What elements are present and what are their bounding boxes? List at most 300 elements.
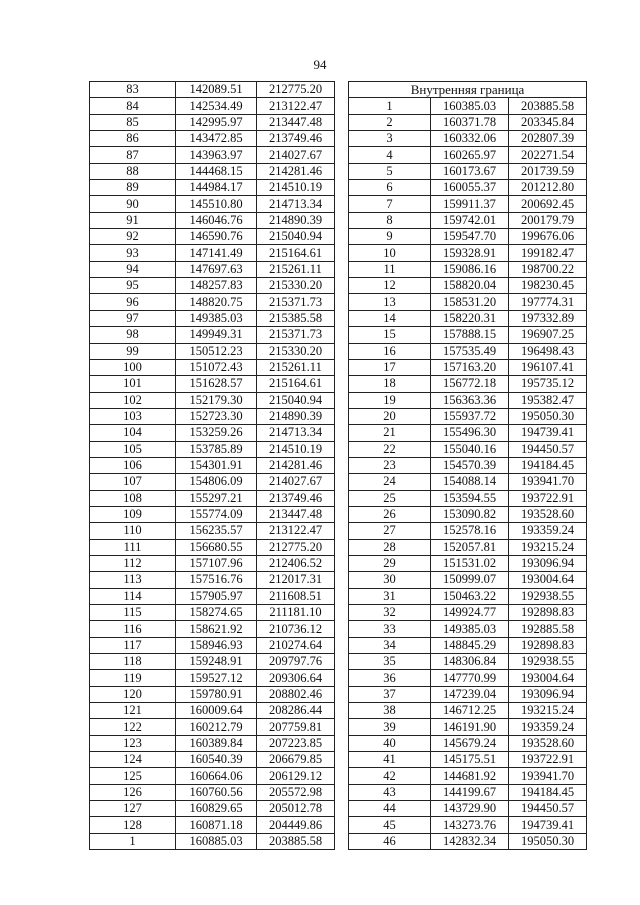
y-coordinate-cell: 214890.39 <box>257 212 335 228</box>
table-row <box>90 327 335 343</box>
table-row <box>90 801 335 817</box>
table-row <box>90 147 335 163</box>
point-number-cell: 31 <box>349 588 431 604</box>
y-coordinate-cell: 211608.51 <box>257 588 335 604</box>
x-coordinate-cell: 155297.21 <box>176 490 257 506</box>
y-coordinate-cell: 213749.46 <box>257 490 335 506</box>
y-coordinate-cell: 207759.81 <box>257 719 335 735</box>
point-number-cell: 115 <box>90 605 176 621</box>
x-coordinate-cell: 142832.34 <box>431 833 509 849</box>
table-row <box>90 392 335 408</box>
table-row <box>90 261 335 277</box>
y-coordinate-cell: 215040.94 <box>257 392 335 408</box>
table-row <box>349 376 587 392</box>
y-coordinate-cell: 203885.58 <box>509 98 587 114</box>
y-coordinate-cell: 207223.85 <box>257 735 335 751</box>
table-row <box>90 229 335 245</box>
y-coordinate-cell: 212775.20 <box>257 82 335 98</box>
table-row <box>90 212 335 228</box>
point-number-cell: 124 <box>90 752 176 768</box>
table-row <box>349 278 587 294</box>
table-row <box>349 245 587 261</box>
point-number-cell: 5 <box>349 163 431 179</box>
point-number-cell: 102 <box>90 392 176 408</box>
point-number-cell: 38 <box>349 703 431 719</box>
y-coordinate-cell: 194739.41 <box>509 817 587 833</box>
point-number-cell: 94 <box>90 261 176 277</box>
y-coordinate-cell: 194450.57 <box>509 801 587 817</box>
table-row <box>90 343 335 359</box>
y-coordinate-cell: 193004.64 <box>509 670 587 686</box>
x-coordinate-cell: 153090.82 <box>431 506 509 522</box>
x-coordinate-cell: 143729.90 <box>431 801 509 817</box>
table-row <box>90 588 335 604</box>
y-coordinate-cell: 198230.45 <box>509 278 587 294</box>
point-number-cell: 11 <box>349 261 431 277</box>
table-row <box>349 703 587 719</box>
point-number-cell: 107 <box>90 474 176 490</box>
y-coordinate-cell: 193722.91 <box>509 490 587 506</box>
y-coordinate-cell: 205572.98 <box>257 784 335 800</box>
point-number-cell: 113 <box>90 572 176 588</box>
table-row <box>90 82 335 98</box>
page-number: 94 <box>313 57 327 72</box>
x-coordinate-cell: 157107.96 <box>176 555 257 571</box>
x-coordinate-cell: 154806.09 <box>176 474 257 490</box>
y-coordinate-cell: 209797.76 <box>257 654 335 670</box>
x-coordinate-cell: 144681.92 <box>431 768 509 784</box>
table-row <box>90 621 335 637</box>
table-row <box>349 392 587 408</box>
y-coordinate-cell: 201739.59 <box>509 163 587 179</box>
y-coordinate-cell: 195050.30 <box>509 833 587 849</box>
point-number-cell: 128 <box>90 817 176 833</box>
x-coordinate-cell: 148257.83 <box>176 278 257 294</box>
x-coordinate-cell: 155774.09 <box>176 506 257 522</box>
y-coordinate-cell: 194739.41 <box>509 425 587 441</box>
y-coordinate-cell: 205012.78 <box>257 801 335 817</box>
point-number-cell: 43 <box>349 784 431 800</box>
y-coordinate-cell: 209306.64 <box>257 670 335 686</box>
y-coordinate-cell: 214510.19 <box>257 441 335 457</box>
point-number-cell: 83 <box>90 82 176 98</box>
point-number-cell: 88 <box>90 163 176 179</box>
table-row <box>90 278 335 294</box>
point-number-cell: 22 <box>349 441 431 457</box>
x-coordinate-cell: 149385.03 <box>431 621 509 637</box>
x-coordinate-cell: 160829.65 <box>176 801 257 817</box>
x-coordinate-cell: 152179.30 <box>176 392 257 408</box>
table-row <box>90 310 335 326</box>
x-coordinate-cell: 143963.97 <box>176 147 257 163</box>
point-number-cell: 44 <box>349 801 431 817</box>
table-row <box>349 425 587 441</box>
x-coordinate-cell: 160871.18 <box>176 817 257 833</box>
table-row <box>349 131 587 147</box>
point-number-cell: 15 <box>349 327 431 343</box>
x-coordinate-cell: 158274.65 <box>176 605 257 621</box>
table-row <box>90 98 335 114</box>
y-coordinate-cell: 215330.20 <box>257 278 335 294</box>
point-number-cell: 103 <box>90 408 176 424</box>
table-header: Внутренняя граница <box>349 82 587 98</box>
table-row <box>90 833 335 849</box>
table-row <box>349 98 587 114</box>
x-coordinate-cell: 156680.55 <box>176 539 257 555</box>
table-row <box>90 817 335 833</box>
point-number-cell: 25 <box>349 490 431 506</box>
table-row <box>90 131 335 147</box>
x-coordinate-cell: 143472.85 <box>176 131 257 147</box>
x-coordinate-cell: 159328.91 <box>431 245 509 261</box>
point-number-cell: 7 <box>349 196 431 212</box>
x-coordinate-cell: 158820.04 <box>431 278 509 294</box>
y-coordinate-cell: 210736.12 <box>257 621 335 637</box>
y-coordinate-cell: 214510.19 <box>257 180 335 196</box>
y-coordinate-cell: 193359.24 <box>509 523 587 539</box>
y-coordinate-cell: 213749.46 <box>257 131 335 147</box>
y-coordinate-cell: 212406.52 <box>257 555 335 571</box>
table-row <box>349 474 587 490</box>
y-coordinate-cell: 208802.46 <box>257 686 335 702</box>
y-coordinate-cell: 192885.58 <box>509 621 587 637</box>
table-row <box>349 539 587 555</box>
table-row <box>349 801 587 817</box>
point-number-cell: 1 <box>349 98 431 114</box>
x-coordinate-cell: 152057.81 <box>431 539 509 555</box>
point-number-cell: 89 <box>90 180 176 196</box>
y-coordinate-cell: 214027.67 <box>257 147 335 163</box>
point-number-cell: 1 <box>90 833 176 849</box>
y-coordinate-cell: 192938.55 <box>509 588 587 604</box>
x-coordinate-cell: 153785.89 <box>176 441 257 457</box>
table-row <box>349 735 587 751</box>
table-row <box>349 572 587 588</box>
point-number-cell: 6 <box>349 180 431 196</box>
point-number-cell: 84 <box>90 98 176 114</box>
table-row <box>90 572 335 588</box>
table-row <box>349 310 587 326</box>
point-number-cell: 8 <box>349 212 431 228</box>
x-coordinate-cell: 142995.97 <box>176 114 257 130</box>
table-row <box>90 376 335 392</box>
table-row <box>90 474 335 490</box>
point-number-cell: 100 <box>90 359 176 375</box>
table-row <box>90 654 335 670</box>
y-coordinate-cell: 198700.22 <box>509 261 587 277</box>
y-coordinate-cell: 213122.47 <box>257 98 335 114</box>
x-coordinate-cell: 142534.49 <box>176 98 257 114</box>
point-number-cell: 121 <box>90 703 176 719</box>
table-row <box>349 506 587 522</box>
table-row <box>349 212 587 228</box>
x-coordinate-cell: 154570.39 <box>431 457 509 473</box>
y-coordinate-cell: 214713.34 <box>257 425 335 441</box>
point-number-cell: 118 <box>90 654 176 670</box>
table-row <box>349 196 587 212</box>
x-coordinate-cell: 149924.77 <box>431 605 509 621</box>
point-number-cell: 26 <box>349 506 431 522</box>
table-row <box>349 114 587 130</box>
table-row <box>349 229 587 245</box>
point-number-cell: 45 <box>349 817 431 833</box>
y-coordinate-cell: 214713.34 <box>257 196 335 212</box>
x-coordinate-cell: 156772.18 <box>431 376 509 392</box>
x-coordinate-cell: 158621.92 <box>176 621 257 637</box>
point-number-cell: 123 <box>90 735 176 751</box>
point-number-cell: 119 <box>90 670 176 686</box>
table-row <box>349 588 587 604</box>
y-coordinate-cell: 215371.73 <box>257 327 335 343</box>
table-row <box>349 523 587 539</box>
table-row <box>349 359 587 375</box>
y-coordinate-cell: 213122.47 <box>257 523 335 539</box>
table-row <box>349 147 587 163</box>
x-coordinate-cell: 159547.70 <box>431 229 509 245</box>
point-number-cell: 111 <box>90 539 176 555</box>
x-coordinate-cell: 144984.17 <box>176 180 257 196</box>
point-number-cell: 35 <box>349 654 431 670</box>
y-coordinate-cell: 203345.84 <box>509 114 587 130</box>
x-coordinate-cell: 160055.37 <box>431 180 509 196</box>
point-number-cell: 16 <box>349 343 431 359</box>
x-coordinate-cell: 155496.30 <box>431 425 509 441</box>
table-row <box>90 670 335 686</box>
point-number-cell: 98 <box>90 327 176 343</box>
y-coordinate-cell: 196498.43 <box>509 343 587 359</box>
x-coordinate-cell: 160265.97 <box>431 147 509 163</box>
table-row <box>349 833 587 849</box>
x-coordinate-cell: 160885.03 <box>176 833 257 849</box>
table-row <box>90 359 335 375</box>
x-coordinate-cell: 152578.16 <box>431 523 509 539</box>
y-coordinate-cell: 214281.46 <box>257 457 335 473</box>
point-number-cell: 4 <box>349 147 431 163</box>
point-number-cell: 34 <box>349 637 431 653</box>
x-coordinate-cell: 142089.51 <box>176 82 257 98</box>
y-coordinate-cell: 212017.31 <box>257 572 335 588</box>
y-coordinate-cell: 200179.79 <box>509 212 587 228</box>
point-number-cell: 19 <box>349 392 431 408</box>
y-coordinate-cell: 193722.91 <box>509 752 587 768</box>
y-coordinate-cell: 199676.06 <box>509 229 587 245</box>
point-number-cell: 12 <box>349 278 431 294</box>
point-number-cell: 46 <box>349 833 431 849</box>
y-coordinate-cell: 212775.20 <box>257 539 335 555</box>
x-coordinate-cell: 145175.51 <box>431 752 509 768</box>
point-number-cell: 14 <box>349 310 431 326</box>
y-coordinate-cell: 193096.94 <box>509 686 587 702</box>
point-number-cell: 36 <box>349 670 431 686</box>
y-coordinate-cell: 195382.47 <box>509 392 587 408</box>
point-number-cell: 97 <box>90 310 176 326</box>
y-coordinate-cell: 192898.83 <box>509 637 587 653</box>
table-row <box>90 245 335 261</box>
point-number-cell: 23 <box>349 457 431 473</box>
y-coordinate-cell: 192898.83 <box>509 605 587 621</box>
y-coordinate-cell: 211181.10 <box>257 605 335 621</box>
point-number-cell: 20 <box>349 408 431 424</box>
x-coordinate-cell: 159742.01 <box>431 212 509 228</box>
point-number-cell: 85 <box>90 114 176 130</box>
table-row <box>349 457 587 473</box>
x-coordinate-cell: 160009.64 <box>176 703 257 719</box>
table-row <box>349 637 587 653</box>
y-coordinate-cell: 214890.39 <box>257 408 335 424</box>
table-row <box>349 817 587 833</box>
point-number-cell: 105 <box>90 441 176 457</box>
point-number-cell: 3 <box>349 131 431 147</box>
y-coordinate-cell: 202271.54 <box>509 147 587 163</box>
y-coordinate-cell: 215040.94 <box>257 229 335 245</box>
x-coordinate-cell: 143273.76 <box>431 817 509 833</box>
point-number-cell: 90 <box>90 196 176 212</box>
table-row <box>349 784 587 800</box>
x-coordinate-cell: 155937.72 <box>431 408 509 424</box>
x-coordinate-cell: 157535.49 <box>431 343 509 359</box>
y-coordinate-cell: 215385.58 <box>257 310 335 326</box>
x-coordinate-cell: 159911.37 <box>431 196 509 212</box>
point-number-cell: 95 <box>90 278 176 294</box>
point-number-cell: 29 <box>349 555 431 571</box>
x-coordinate-cell: 160371.78 <box>431 114 509 130</box>
point-number-cell: 41 <box>349 752 431 768</box>
table-row <box>349 621 587 637</box>
y-coordinate-cell: 206679.85 <box>257 752 335 768</box>
x-coordinate-cell: 151072.43 <box>176 359 257 375</box>
table-row <box>349 752 587 768</box>
y-coordinate-cell: 215164.61 <box>257 245 335 261</box>
point-number-cell: 2 <box>349 114 431 130</box>
point-number-cell: 42 <box>349 768 431 784</box>
left-table-body <box>90 82 335 850</box>
point-number-cell: 32 <box>349 605 431 621</box>
x-coordinate-cell: 160540.39 <box>176 752 257 768</box>
table-row <box>90 703 335 719</box>
table-row <box>349 670 587 686</box>
x-coordinate-cell: 147697.63 <box>176 261 257 277</box>
point-number-cell: 40 <box>349 735 431 751</box>
y-coordinate-cell: 193096.94 <box>509 555 587 571</box>
y-coordinate-cell: 214281.46 <box>257 163 335 179</box>
table-row <box>349 163 587 179</box>
right-table-body <box>349 82 587 850</box>
x-coordinate-cell: 150512.23 <box>176 343 257 359</box>
x-coordinate-cell: 154088.14 <box>431 474 509 490</box>
x-coordinate-cell: 158220.31 <box>431 310 509 326</box>
table-row <box>349 261 587 277</box>
table-row <box>90 784 335 800</box>
x-coordinate-cell: 144199.67 <box>431 784 509 800</box>
x-coordinate-cell: 150463.22 <box>431 588 509 604</box>
x-coordinate-cell: 157516.76 <box>176 572 257 588</box>
y-coordinate-cell: 195735.12 <box>509 376 587 392</box>
table-row <box>90 637 335 653</box>
x-coordinate-cell: 159248.91 <box>176 654 257 670</box>
table-row <box>90 441 335 457</box>
table-row <box>90 408 335 424</box>
x-coordinate-cell: 154301.91 <box>176 457 257 473</box>
point-number-cell: 122 <box>90 719 176 735</box>
table-row <box>349 408 587 424</box>
y-coordinate-cell: 215371.73 <box>257 294 335 310</box>
x-coordinate-cell: 157163.20 <box>431 359 509 375</box>
x-coordinate-cell: 148845.29 <box>431 637 509 653</box>
point-number-cell: 27 <box>349 523 431 539</box>
x-coordinate-cell: 146712.25 <box>431 703 509 719</box>
x-coordinate-cell: 145510.80 <box>176 196 257 212</box>
x-coordinate-cell: 150999.07 <box>431 572 509 588</box>
x-coordinate-cell: 149949.31 <box>176 327 257 343</box>
point-number-cell: 10 <box>349 245 431 261</box>
table-row <box>90 490 335 506</box>
table-row <box>349 180 587 196</box>
table-row <box>90 163 335 179</box>
table-row <box>90 539 335 555</box>
x-coordinate-cell: 148820.75 <box>176 294 257 310</box>
table-row <box>90 506 335 522</box>
table-row <box>90 114 335 130</box>
y-coordinate-cell: 196907.25 <box>509 327 587 343</box>
point-number-cell: 93 <box>90 245 176 261</box>
point-number-cell: 30 <box>349 572 431 588</box>
point-number-cell: 13 <box>349 294 431 310</box>
x-coordinate-cell: 160173.67 <box>431 163 509 179</box>
table-row <box>90 735 335 751</box>
y-coordinate-cell: 215330.20 <box>257 343 335 359</box>
table-row <box>90 605 335 621</box>
x-coordinate-cell: 151628.57 <box>176 376 257 392</box>
x-coordinate-cell: 157905.97 <box>176 588 257 604</box>
y-coordinate-cell: 194184.45 <box>509 784 587 800</box>
table-row <box>349 654 587 670</box>
table-row <box>90 180 335 196</box>
x-coordinate-cell: 153594.55 <box>431 490 509 506</box>
point-number-cell: 110 <box>90 523 176 539</box>
x-coordinate-cell: 156363.36 <box>431 392 509 408</box>
x-coordinate-cell: 147141.49 <box>176 245 257 261</box>
x-coordinate-cell: 160760.56 <box>176 784 257 800</box>
point-number-cell: 39 <box>349 719 431 735</box>
y-coordinate-cell: 203885.58 <box>257 833 335 849</box>
table-row <box>349 768 587 784</box>
point-number-cell: 37 <box>349 686 431 702</box>
x-coordinate-cell: 159780.91 <box>176 686 257 702</box>
y-coordinate-cell: 213447.48 <box>257 114 335 130</box>
y-coordinate-cell: 210274.64 <box>257 637 335 653</box>
point-number-cell: 91 <box>90 212 176 228</box>
x-coordinate-cell: 147239.04 <box>431 686 509 702</box>
inner-boundary-table <box>348 81 587 850</box>
point-number-cell: 86 <box>90 131 176 147</box>
x-coordinate-cell: 149385.03 <box>176 310 257 326</box>
y-coordinate-cell: 199182.47 <box>509 245 587 261</box>
table-header-row <box>349 82 587 98</box>
y-coordinate-cell: 214027.67 <box>257 474 335 490</box>
y-coordinate-cell: 215261.11 <box>257 261 335 277</box>
table-row <box>90 768 335 784</box>
left-coordinates-table <box>89 81 335 850</box>
point-number-cell: 33 <box>349 621 431 637</box>
point-number-cell: 17 <box>349 359 431 375</box>
point-number-cell: 92 <box>90 229 176 245</box>
point-number-cell: 18 <box>349 376 431 392</box>
point-number-cell: 126 <box>90 784 176 800</box>
point-number-cell: 109 <box>90 506 176 522</box>
point-number-cell: 21 <box>349 425 431 441</box>
table-row <box>349 605 587 621</box>
x-coordinate-cell: 148306.84 <box>431 654 509 670</box>
